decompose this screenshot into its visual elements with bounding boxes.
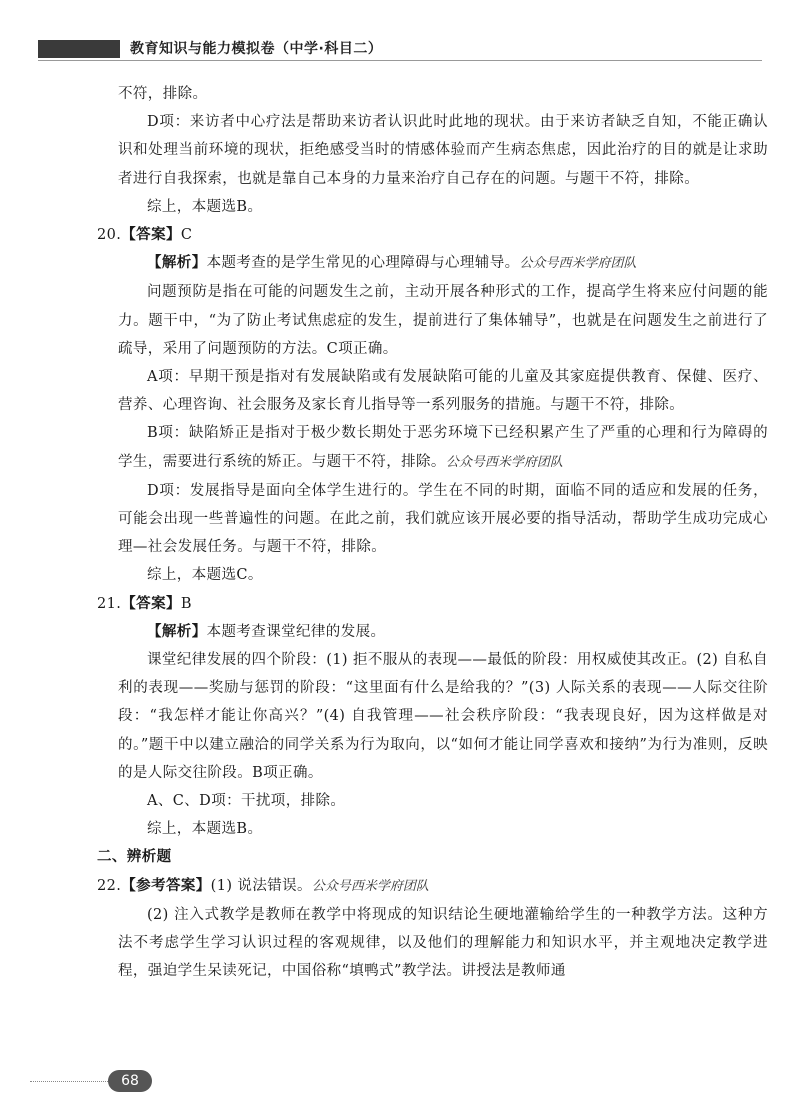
page-number: 68 (108, 1070, 152, 1092)
option-d-explanation: D项：发展指导是面向全体学生进行的。学生在不同的时期，面临不同的适应和发展的任务，可能会出现一些普遍性的问题。在此之前，我们就应该开展必要的指导活动，帮助学生成功完成心理—社会发展任务。与题干不符，排除。 (118, 482, 768, 556)
running-header (0, 38, 800, 64)
question-number: 20. (97, 227, 122, 244)
paragraph: 课堂纪律发展的四个阶段：(1) 拒不服从的表现——最低的阶段：用权威使其改正。(2) 自私自利的表现——奖励与惩罚的阶段：“这里面有什么是给我的？”(3) 人际关系的表现——人际交往阶段：“我怎样才能让你高兴？”(4) 自我管理——社会秩序阶段：“我表现良好，因为这样做是对的。”题干中以建立融洽的同学关系为行为取向，以“如何才能让同学喜欢和接纳”为行为准则，反映的是人际交往阶段。B项正确。 (118, 652, 768, 781)
question-22-header (97, 872, 768, 901)
paragraph: D项：来访者中心疗法是帮助来访者认识此时此地的现状。由于来访者缺乏自知，不能正确认识和处理当前环境的现状，拒绝感受当时的情感体验而产生病态焦虑，因此治疗的目的就是让求助者进行自我探索，也就是靠自己本身的力量来治疗自己存在的问题。与题干不符，排除。 (118, 114, 768, 187)
conclusion: 综上，本题选B。 (147, 198, 263, 215)
section-heading: 二、辨析题 (97, 848, 172, 866)
paragraph: 不符，排除。 (118, 86, 208, 102)
question-20-header (97, 221, 768, 249)
handwritten-note: 公众号西米学府团队 (311, 878, 429, 894)
header-title: 教育知识与能力模拟卷（中学·科目二） (130, 41, 383, 57)
handwritten-note: 公众号西米学府团队 (519, 256, 637, 272)
analysis-tag: 【解析】 (147, 254, 207, 272)
question-21-header (97, 590, 768, 618)
page-footer (0, 1062, 800, 1102)
option-a-explanation: A项：早期干预是指对有发展缺陷或有发展缺陷可能的儿童及其家庭提供教育、保健、医疗、营养、心理咨询、社会服务及家长育儿指导等一系列服务的措施。与题干不符，排除。 (118, 369, 768, 414)
option-b-explanation (118, 419, 768, 476)
header-decor-bar (38, 40, 120, 58)
analysis-tag: 【解析】 (147, 622, 207, 640)
answer-value: B (180, 595, 192, 612)
paragraph: (2) 注入式教学是教师在教学中将现成的知识结论生硬地灌输给学生的一种教学方法。这种方法不考虑学生学习认识过程的客观规律，以及他们的理解能力和知识水平，并主观地决定教学进程，强迫学生呆读死记，中国俗称“填鸭式”教学法。讲授法是教师通 (118, 906, 768, 980)
header-rule (38, 60, 762, 61)
answer-tag: 【答案】 (121, 594, 181, 612)
question-number: 21. (97, 595, 122, 612)
answer-tag: 【参考答案】 (121, 876, 211, 894)
conclusion: 综上，本题选B。 (147, 821, 263, 838)
answer-tag: 【答案】 (121, 226, 181, 244)
footer-rule (30, 1081, 110, 1083)
option-b-text: B项：缺陷矫正是指对于极少数长期处于恶劣环境下已经积累产生了严重的心理和行为障碍的学生，需要进行系统的矫正。与题干不符，排除。 (118, 425, 768, 470)
analysis (118, 249, 768, 278)
question-number: 22. (97, 877, 122, 894)
analysis-text: 本题考查的是学生常见的心理障碍与心理辅导。 (206, 255, 520, 272)
analysis-text: 本题考查课堂纪律的发展。 (206, 623, 386, 640)
answer-text: (1) 说法错误。 (210, 877, 312, 894)
handwritten-note: 公众号西米学府团队 (445, 454, 563, 470)
answer-value: C (180, 227, 193, 244)
paragraph: 问题预防是指在可能的问题发生之前，主动开展各种形式的工作，提高学生将来应付问题的能力。题干中，“为了防止考试焦虑症的发生，提前进行了集体辅导”，也就是在问题发生之前进行了疏导，采用了问题预防的方法。C项正确。 (118, 284, 768, 357)
paragraph: A、C、D项：干扰项，排除。 (147, 793, 346, 810)
conclusion: 综上，本题选C。 (147, 567, 263, 584)
analysis (118, 618, 768, 646)
page-body (97, 80, 768, 986)
